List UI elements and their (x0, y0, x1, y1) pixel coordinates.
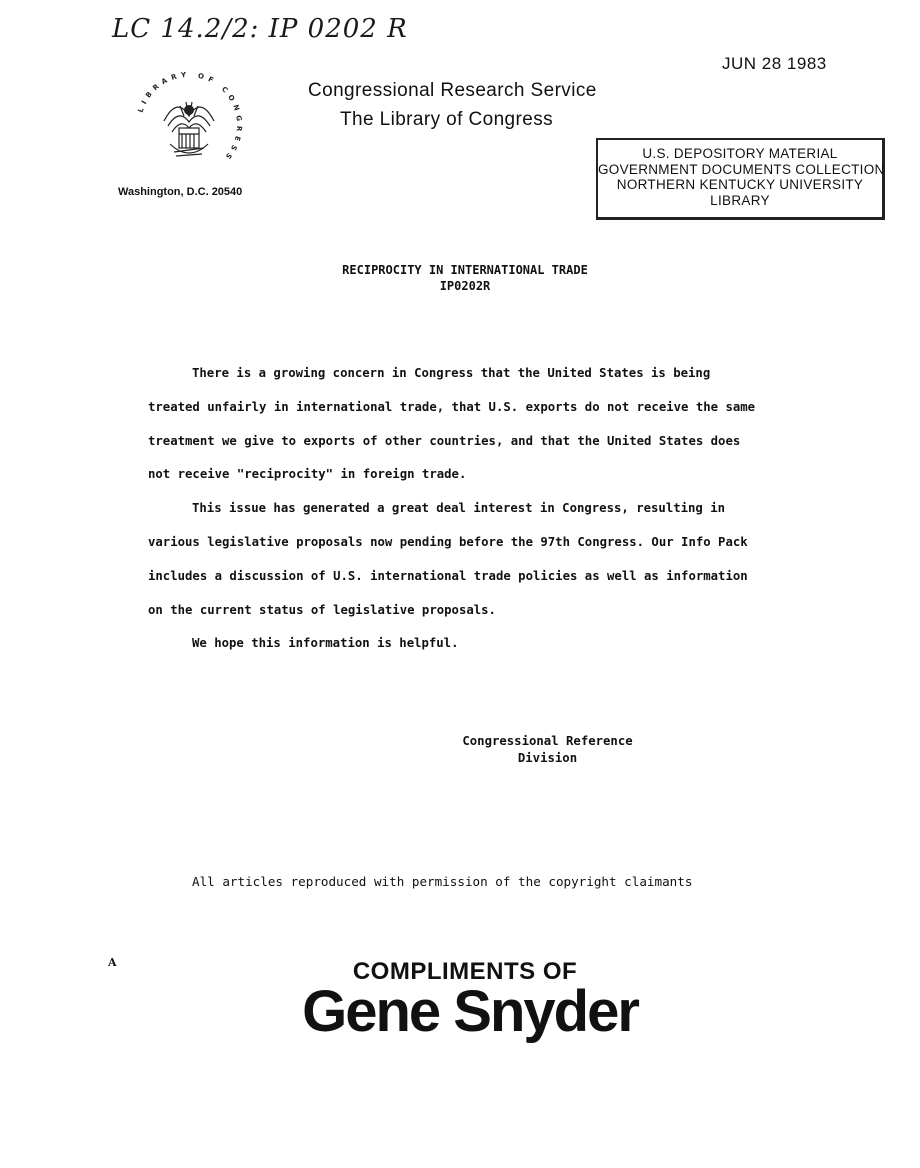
organization-name: Congressional Research Service (308, 80, 597, 101)
parent-organization-name: The Library of Congress (340, 109, 554, 130)
document-title: RECIPROCITY IN INTERNATIONAL TRADE (342, 263, 588, 277)
organization-address: Washington, D.C. 20540 (118, 186, 243, 198)
body-paragraph: We hope this information is helpful. (192, 636, 459, 651)
sponsor-name: Gene Snyder (302, 979, 638, 1044)
signoff-line: Division (517, 751, 578, 765)
body-paragraph: This issue has generated a great deal interest in Congress, resulting in various legislative proposals now pending before the 97th Congress. Our Info Pack includes a discussion of U.S. international trade policies as well as information on the current status of legislative proposals. (148, 501, 748, 617)
seal-ring-text: LIBRARY OF CONGRESS (136, 70, 244, 164)
handwritten-call-number: LC 14.2/2: IP 0202 R (112, 14, 408, 44)
permission-note: All articles reproduced with permission of the copyright claimants (192, 874, 693, 889)
stamp-line: NORTHERN KENTUCKY UNIVERSITY (616, 177, 864, 192)
stamp-line: LIBRARY (710, 192, 770, 208)
document-title-block (260, 262, 670, 294)
page-letter: A (108, 956, 117, 969)
signoff (440, 733, 655, 767)
stamp-line: GOVERNMENT DOCUMENTS COLLECTION (598, 161, 885, 177)
library-of-congress-seal-icon (130, 66, 248, 184)
document-code: IP0202R (439, 279, 491, 293)
compliments-label: COMPLIMENTS OF (352, 958, 578, 985)
date-received-stamp: JUN 28 1983 (722, 54, 827, 73)
document-body (148, 357, 768, 661)
stamp-line: U.S. DEPOSITORY MATERIAL (642, 146, 838, 161)
depository-material-stamp (596, 138, 885, 220)
signoff-line: Congressional Reference (462, 734, 633, 748)
body-paragraph: There is a growing concern in Congress that the United States is being treated unfairly in international trade, that U.S. exports do not receive the same treatment we give to exports of other countries, and that the United States does not receive "reciprocity" in foreign trade. (148, 366, 756, 482)
